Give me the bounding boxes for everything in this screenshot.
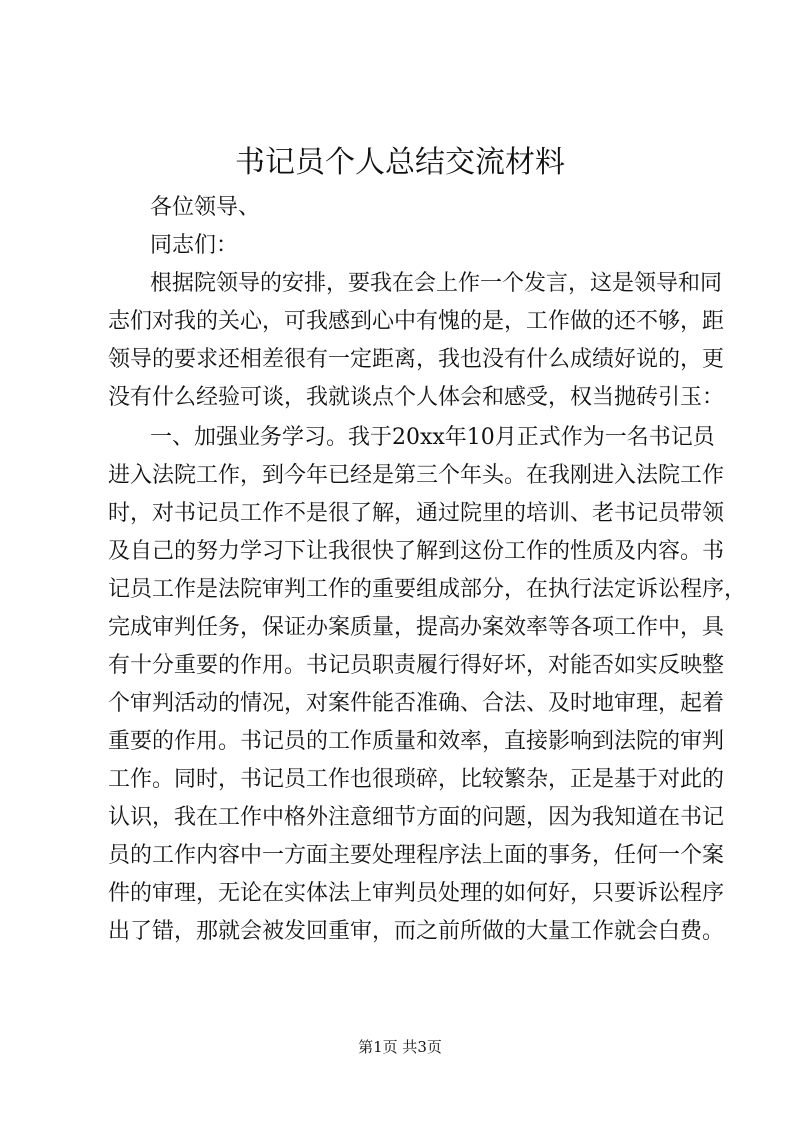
page-indicator: 第1页 共3页	[358, 1038, 442, 1056]
paragraph-line: 个审判活动的情况，对案件能否准确、合法、及时地审理，起着	[108, 691, 725, 716]
salutation-comrades: 同志们：	[150, 233, 239, 258]
paragraph-line: 时，对书记员工作不是很了解，通过院里的培训、老书记员带领	[108, 501, 725, 526]
paragraph-line: 记员工作是法院审判工作的重要组成部分，在执行法定诉讼程序，	[108, 577, 747, 602]
paragraph-line: 件的审理，无论在实体法上审判员处理的如何好，只要诉讼程序	[108, 881, 725, 906]
paragraph-line: 一、加强业务学习。我于20xx年10月正式作为一名书记员	[150, 425, 715, 450]
paragraph-line: 完成审判任务，保证办案质量，提高办案效率等各项工作中，具	[108, 615, 725, 640]
paragraph-line: 认识，我在工作中格外注意细节方面的问题，因为我知道在书记	[108, 805, 725, 830]
paragraph-line: 领导的要求还相差很有一定距离，我也没有什么成绩好说的，更	[108, 347, 725, 372]
paragraph-line: 工作。同时，书记员工作也很琐碎，比较繁杂，正是基于对此的	[108, 767, 725, 792]
paragraph-line: 志们对我的关心，可我感到心中有愧的是，工作做的还不够，距	[108, 309, 725, 334]
paragraph-line: 根据院领导的安排，要我在会上作一个发言，这是领导和同	[150, 271, 723, 296]
paragraph-line: 重要的作用。书记员的工作质量和效率，直接影响到法院的审判	[108, 729, 725, 754]
paragraph-line: 员的工作内容中一方面主要处理程序法上面的事务，任何一个案	[108, 843, 725, 868]
document-title: 书记员个人总结交流材料	[235, 145, 565, 180]
paragraph-line: 进入法院工作，到今年已经是第三个年头。在我刚进入法院工作	[108, 463, 725, 488]
paragraph-line: 有十分重要的作用。书记员职责履行得好坏，对能否如实反映整	[108, 653, 725, 678]
paragraph-line: 及自己的努力学习下让我很快了解到这份工作的性质及内容。书	[108, 539, 725, 564]
paragraph-line: 出了错，那就会被发回重审，而之前所做的大量工作就会白费。	[108, 919, 725, 944]
paragraph-line: 没有什么经验可谈，我就谈点个人体会和感受，权当抛砖引玉：	[108, 385, 725, 410]
salutation-leaders: 各位领导、	[150, 195, 261, 220]
